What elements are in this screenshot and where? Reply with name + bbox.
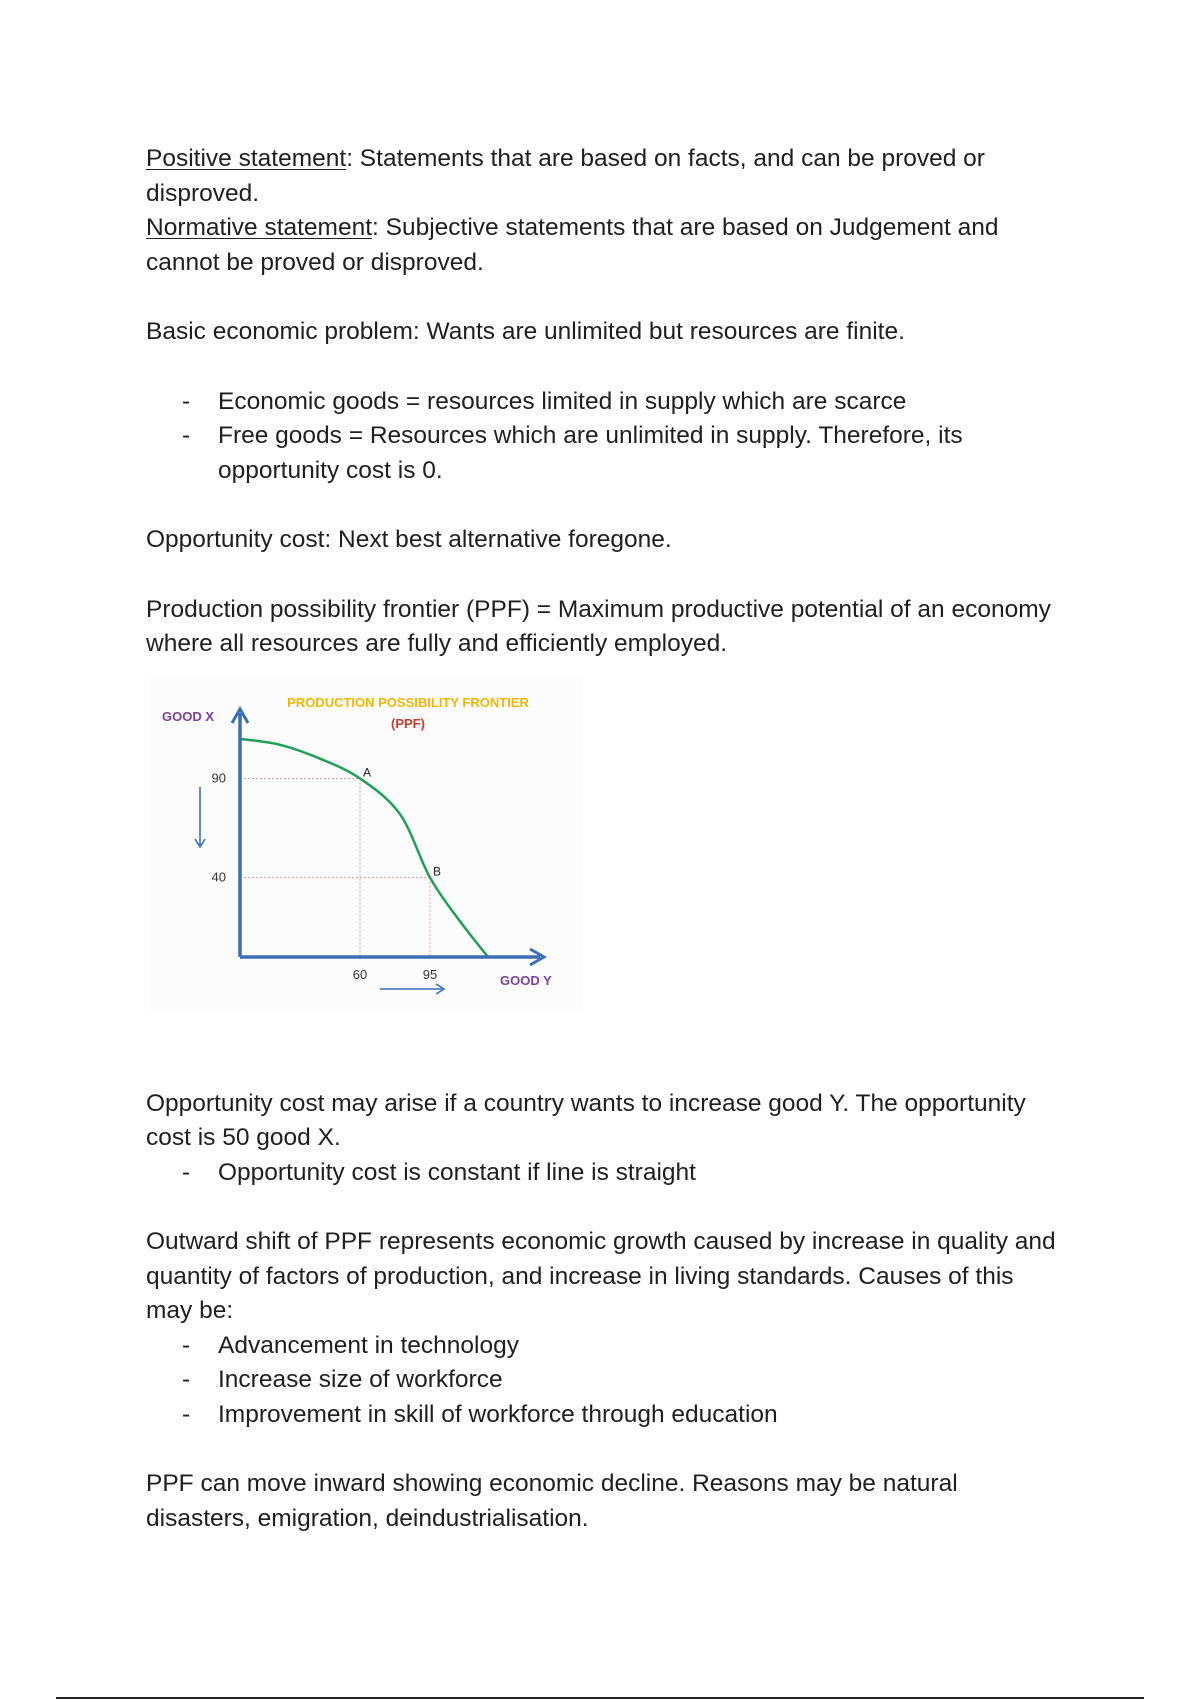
ppf-definition: Production possibility frontier (PPF) = Maximum productive potential of an economy where all resources are fully and efficiently employed. bbox=[146, 595, 1051, 657]
list-item: - Free goods = Resources which are unlimited in supply. Therefore, its opportunity cost is 0. bbox=[146, 419, 1066, 488]
x-axis-label: GOOD Y bbox=[500, 973, 552, 988]
chart-labels bbox=[162, 695, 552, 988]
positive-statement-text: : Statements that are based on facts, and can be proved or disproved. bbox=[146, 145, 985, 207]
opportunity-cost-example: Opportunity cost may arise if a country wants to increase good Y. The opportunity cost is 50 good X. bbox=[146, 1089, 1026, 1151]
y-axis-label: GOOD X bbox=[162, 709, 215, 724]
point-label: A bbox=[363, 765, 372, 780]
point-label: B bbox=[433, 864, 442, 879]
ppf-chart bbox=[150, 675, 582, 1013]
normative-statement-definition bbox=[146, 211, 1066, 280]
list-item: - Advancement in technology bbox=[146, 1329, 1066, 1364]
positive-statement-definition bbox=[146, 142, 1066, 211]
opportunity-cost-definition: Opportunity cost: Next best alternative foregone. bbox=[146, 526, 672, 553]
inward-shift-paragraph: PPF can move inward showing economic decline. Reasons may be natural disasters, emigration, deindustrialisation. bbox=[146, 1470, 958, 1532]
list-item: - Improvement in skill of workforce through education bbox=[146, 1398, 1066, 1433]
list-item: - Increase size of workforce bbox=[146, 1363, 1066, 1398]
outward-shift-causes bbox=[146, 1329, 1066, 1433]
normative-statement-term: Normative statement bbox=[146, 214, 373, 241]
chart-axes bbox=[195, 709, 544, 994]
goods-list bbox=[146, 385, 1066, 489]
page-bottom-rule bbox=[56, 1697, 1144, 1699]
basic-economic-problem: Basic economic problem: Wants are unlimited but resources are finite. bbox=[146, 318, 905, 345]
x-tick-label: 95 bbox=[422, 967, 438, 982]
normative-statement-text: : Subjective statements that are based on Judgement and cannot be proved or disproved. bbox=[146, 214, 999, 276]
positive-statement-term: Positive statement bbox=[146, 145, 347, 172]
x-tick-label: 60 bbox=[352, 967, 368, 982]
chart-subtitle: (PPF) bbox=[391, 716, 425, 731]
y-tick-label: 40 bbox=[211, 869, 226, 885]
guide-lines bbox=[240, 779, 430, 958]
ppf-chart-figure bbox=[150, 675, 582, 1013]
chart-title: PRODUCTION POSSIBILITY FRONTIER bbox=[287, 695, 529, 710]
outward-shift-paragraph: Outward shift of PPF represents economic growth caused by increase in quality and quantity of factors of production, and increase in living standards. Causes of this may be: bbox=[146, 1228, 1056, 1324]
list-item: - Opportunity cost is constant if line is straight bbox=[146, 1156, 1066, 1191]
y-tick-label: 90 bbox=[211, 770, 226, 786]
opportunity-cost-notes bbox=[146, 1156, 1066, 1191]
list-item: - Economic goods = resources limited in supply which are scarce bbox=[146, 385, 1066, 420]
